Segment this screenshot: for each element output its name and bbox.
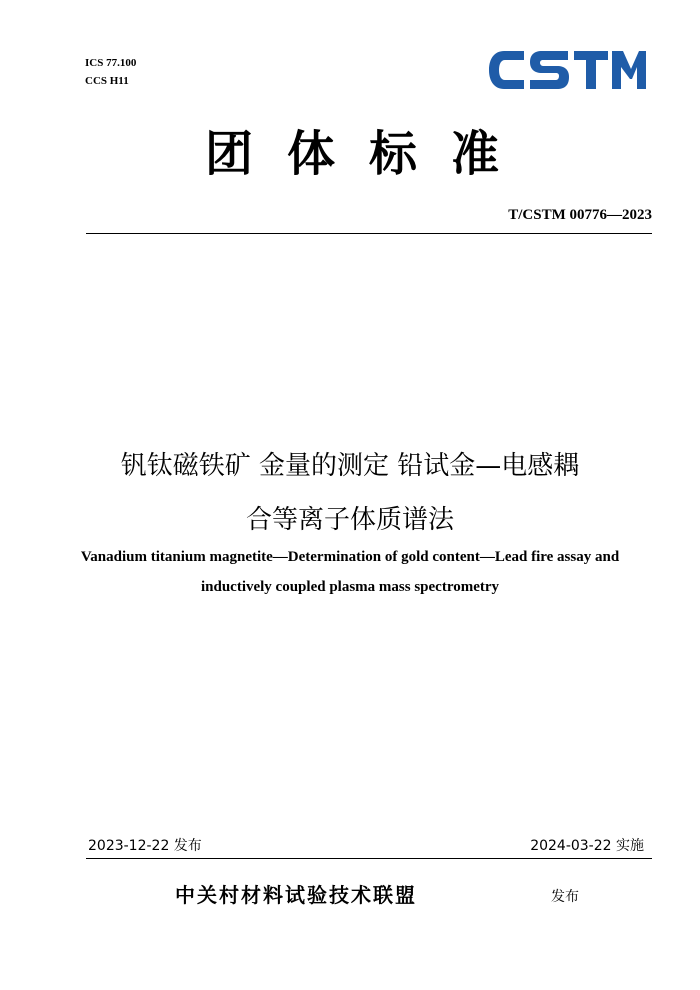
footer-divider [86, 858, 652, 859]
classification-codes [85, 54, 136, 90]
standard-number: T/CSTM 00776—2023 [508, 207, 652, 223]
header-divider [86, 233, 652, 234]
title-en-line1: Vanadium titanium magnetite—Determination of gold content—Lead fire assay and [80, 549, 620, 565]
title-zh-line1: 钒钛磁铁矿 金量的测定 铅试金—电感耦 [120, 451, 580, 481]
effective-date: 2024-03-22 实施 [530, 838, 644, 854]
document-type-title: 团体标准 [204, 126, 533, 182]
ccs-code: CCS H11 [85, 75, 129, 87]
ics-code: ICS 77.100 [85, 57, 137, 69]
cstm-logo [486, 47, 648, 93]
title-en-line2: inductively coupled plasma mass spectrometry [200, 579, 500, 595]
issuing-organization: 中关村材料试验技术联盟 [175, 883, 417, 907]
publish-date: 2023-12-22 发布 [88, 838, 202, 854]
issue-label: 发布 [551, 889, 579, 905]
title-zh-line2: 合等离子体质谱法 [245, 505, 454, 535]
